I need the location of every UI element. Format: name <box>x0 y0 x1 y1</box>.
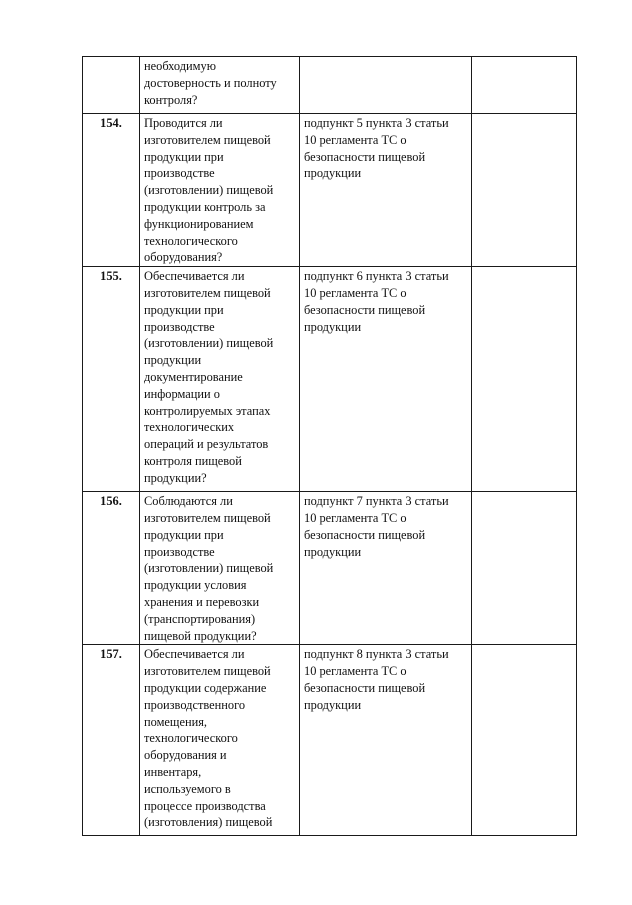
question-cell <box>140 492 300 645</box>
question-line: контролируемых этапах <box>144 403 271 418</box>
table-row <box>83 267 577 492</box>
reference-line: 10 регламента ТС о <box>304 132 407 147</box>
question-line: (изготовлении) пищевой <box>144 336 274 351</box>
question-line: хранения и перевозки <box>144 594 260 609</box>
table-row <box>83 57 577 114</box>
reference-line: 10 регламента ТС о <box>304 664 407 679</box>
question-line: контроля пищевой <box>144 453 242 468</box>
question-line: помещения, <box>144 714 208 729</box>
question-cell <box>140 57 300 114</box>
question-line: (изготовлении) пищевой <box>144 561 274 576</box>
question-cell <box>140 645 300 836</box>
question-line: пищевой продукции? <box>144 628 257 643</box>
notes-cell <box>472 114 577 267</box>
reference-line: подпункт 7 пункта 3 статьи <box>304 494 449 509</box>
question-line: производстве <box>144 319 215 334</box>
question-line: продукции при <box>144 527 224 542</box>
question-line: Обеспечивается ли <box>144 647 245 662</box>
question-line: изготовителем пищевой <box>144 510 271 525</box>
notes-cell <box>472 492 577 645</box>
question-line: процессе производства <box>144 798 266 813</box>
reference-cell <box>300 267 472 492</box>
notes-cell <box>472 57 577 114</box>
question-line: инвентаря, <box>144 764 202 779</box>
reference-line: продукции <box>304 544 362 559</box>
question-line: Обеспечивается ли <box>144 269 245 284</box>
question-line: оборудования и <box>144 748 227 763</box>
reference-cell <box>300 57 472 114</box>
question-line: документирование <box>144 369 243 384</box>
question-line: изготовителем пищевой <box>144 132 271 147</box>
question-line: продукции контроль за <box>144 199 266 214</box>
question-line: изготовителем пищевой <box>144 285 271 300</box>
question-line: (транспортирования) <box>144 611 256 626</box>
question-line: оборудования? <box>144 250 223 265</box>
question-line: Соблюдаются ли <box>144 494 233 509</box>
reference-line: безопасности пищевой <box>304 149 426 164</box>
reference-line: подпункт 8 пункта 3 статьи <box>304 647 449 662</box>
question-line: используемого в <box>144 781 231 796</box>
question-line: продукции <box>144 353 202 368</box>
notes-cell <box>472 645 577 836</box>
question-line: продукции условия <box>144 578 247 593</box>
question-line: продукции при <box>144 302 224 317</box>
question-line: продукции при <box>144 149 224 164</box>
table-row <box>83 114 577 267</box>
question-line: технологического <box>144 731 238 746</box>
question-line: Проводится ли <box>144 116 223 130</box>
checklist-body <box>83 57 577 836</box>
reference-line: безопасности пищевой <box>304 680 426 695</box>
reference-line: подпункт 5 пункта 3 статьи <box>304 116 449 130</box>
row-number <box>83 57 140 114</box>
question-line: производстве <box>144 544 215 559</box>
reference-line: 10 регламента ТС о <box>304 510 407 525</box>
question-cell <box>140 114 300 267</box>
question-line: достоверность и полноту <box>144 75 277 90</box>
table-row <box>83 492 577 645</box>
question-cell <box>140 267 300 492</box>
question-line: изготовителем пищевой <box>144 664 271 679</box>
reference-line: продукции <box>304 697 362 712</box>
question-line: (изготовлении) пищевой <box>144 183 274 198</box>
question-line: информации о <box>144 386 220 401</box>
reference-line: продукции <box>304 319 362 334</box>
question-line: функционированием <box>144 216 254 231</box>
reference-line: продукции <box>304 166 362 181</box>
reference-line: подпункт 6 пункта 3 статьи <box>304 269 449 284</box>
checklist-table <box>82 56 577 836</box>
question-line: необходимую <box>144 59 216 73</box>
table-row <box>83 645 577 836</box>
question-line: операций и результатов <box>144 437 269 452</box>
question-line: контроля? <box>144 92 198 107</box>
reference-cell <box>300 492 472 645</box>
question-line: производстве <box>144 166 215 181</box>
question-line: (изготовления) пищевой <box>144 815 273 830</box>
row-number: 157. <box>83 645 140 836</box>
question-line: продукции содержание <box>144 680 267 695</box>
question-line: продукции? <box>144 470 207 485</box>
question-line: производственного <box>144 697 246 712</box>
question-line: технологических <box>144 420 235 435</box>
reference-line: безопасности пищевой <box>304 527 426 542</box>
reference-line: 10 регламента ТС о <box>304 285 407 300</box>
row-number: 154. <box>83 114 140 267</box>
notes-cell <box>472 267 577 492</box>
row-number: 155. <box>83 267 140 492</box>
reference-cell <box>300 114 472 267</box>
reference-cell <box>300 645 472 836</box>
reference-line: безопасности пищевой <box>304 302 426 317</box>
question-line: технологического <box>144 233 238 248</box>
row-number: 156. <box>83 492 140 645</box>
